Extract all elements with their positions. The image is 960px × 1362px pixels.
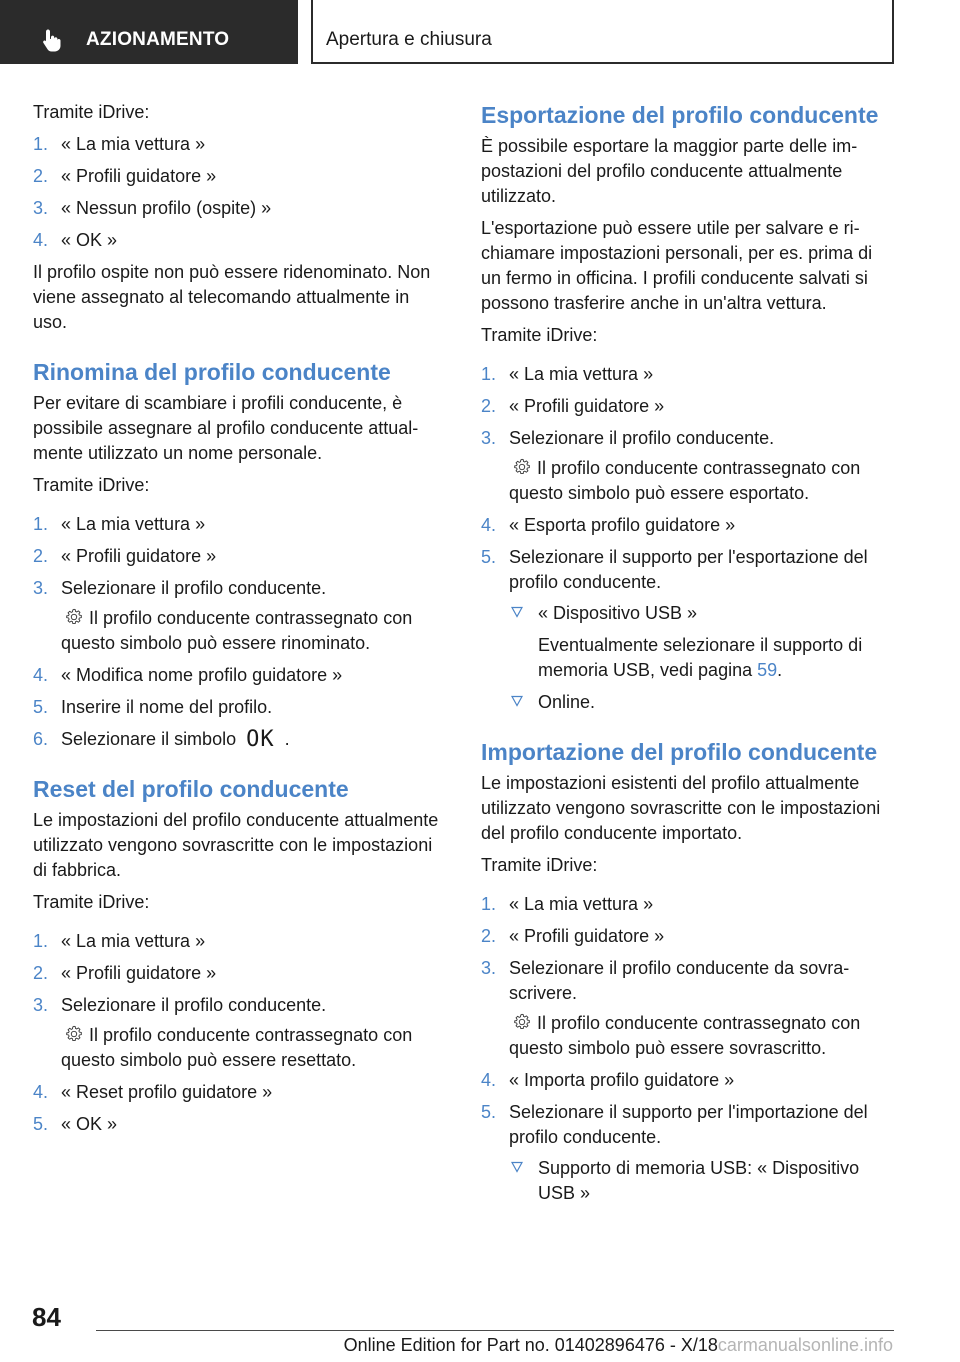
section-tab: [0, 0, 298, 64]
list-item: [481, 545, 893, 715]
gear-icon: [513, 458, 531, 476]
list-item: [33, 576, 443, 656]
page-number: 84: [32, 1302, 61, 1332]
import-heading: Importazione del profilo conducente: [481, 739, 878, 765]
note-text: Il profilo conducente contrassegnato con questo simbolo può essere rinominato.: [61, 608, 413, 653]
step-text: Selezionare il supporto per l'esportazione del profilo conducente.: [509, 547, 868, 592]
step-text: Selezionare il profilo conducente.: [61, 578, 327, 598]
import-options: [509, 1156, 893, 1206]
step-number: 4.: [481, 1070, 497, 1090]
step-number: 3.: [33, 198, 49, 218]
left-column: [33, 100, 443, 1144]
export-steps: [481, 362, 893, 715]
step-number: 4.: [33, 1082, 49, 1102]
list-item: [481, 892, 893, 917]
step-number: 2.: [33, 546, 49, 566]
step-text: « OK »: [61, 1114, 118, 1134]
step-text: « La mia vettura »: [509, 894, 654, 914]
rename-body: Per evitare di scambiare i profili conducente, è possibile assegnare al profilo conducente attualmente utilizzato un nome personale.: [33, 393, 419, 463]
list-item: [481, 1068, 893, 1093]
guest-note: Il profilo ospite non può essere ridenominato. Non viene assegnato al telecomando attualmente in uso.: [33, 262, 431, 332]
reset-body: Le impostazioni del profilo conducente attualmente utilizzato vengono sovrascritte con le impostazioni di fabbrica.: [33, 810, 439, 880]
detail-after: .: [777, 660, 783, 680]
reset-steps: [33, 929, 443, 1137]
gear-icon: [65, 608, 83, 626]
step-text: « Profili guidatore »: [509, 396, 665, 416]
note-text: Il profilo conducente contrassegnato con questo simbolo può essere esportato.: [509, 458, 861, 503]
right-column: [481, 100, 893, 1213]
import-via: Tramite iDrive:: [481, 855, 598, 875]
sub-item-text: « Dispositivo USB »: [538, 603, 698, 623]
list-item: [481, 1100, 893, 1206]
step-number: 3.: [33, 995, 49, 1015]
footer-edition: [344, 1335, 893, 1356]
step-text: « La mia vettura »: [509, 364, 654, 384]
step-number: 3.: [33, 578, 49, 598]
note-text: Il profilo conducente contrassegnato con questo simbolo può essere sovrascritto.: [509, 1013, 861, 1058]
rename-steps: [33, 512, 443, 752]
step-number: 5.: [33, 1114, 49, 1134]
step-text: « La mia vettura »: [61, 134, 206, 154]
list-item: [33, 164, 443, 189]
triangle-bullet-icon: [511, 606, 523, 618]
sub-list-item: [509, 1156, 893, 1206]
step-text: Selezionare il simbolo: [61, 729, 237, 749]
list-item: [33, 512, 443, 537]
step-note: [61, 1023, 443, 1073]
triangle-bullet-icon: [511, 695, 523, 707]
step-number: 4.: [481, 515, 497, 535]
step-text: « La mia vettura »: [61, 931, 206, 951]
list-item: [33, 993, 443, 1073]
list-item: [481, 426, 893, 506]
list-item: [33, 228, 443, 253]
step-text: « Importa profilo guidatore »: [509, 1070, 735, 1090]
step-number: 5.: [481, 1102, 497, 1122]
note-text: Il profilo conducente contrassegnato con questo simbolo può essere resettato.: [61, 1025, 413, 1070]
step-text: « Profili guidatore »: [61, 166, 217, 186]
step-number: 2.: [481, 926, 497, 946]
chapter-label: Apertura e chiusura: [326, 29, 492, 50]
import-steps: [481, 892, 893, 1206]
step-number: 4.: [33, 665, 49, 685]
list-item: [33, 1080, 443, 1105]
list-item: [33, 695, 443, 720]
list-item: [33, 929, 443, 954]
export-heading: Esportazione del profilo conducente: [481, 102, 879, 128]
watermark-text: carmanualsonline.info: [717, 1335, 893, 1355]
step-text: « Profili guidatore »: [509, 926, 665, 946]
gear-icon: [65, 1025, 83, 1043]
ok-symbol: OK: [246, 727, 275, 752]
list-item: [33, 544, 443, 569]
step-number: 1.: [33, 134, 49, 154]
step-text: « Profili guidatore »: [61, 963, 217, 983]
step-number: 3.: [481, 428, 497, 448]
triangle-bullet-icon: [511, 1161, 523, 1173]
list-item: [33, 961, 443, 986]
step-number: 1.: [481, 364, 497, 384]
step-text: « Nessun profilo (ospite) »: [61, 198, 272, 218]
step-text: « La mia vettura »: [61, 514, 206, 534]
list-item: [481, 394, 893, 419]
step-text: « Reset profilo guidatore »: [61, 1082, 273, 1102]
step-number: 1.: [481, 894, 497, 914]
section-label: AZIONAMENTO: [86, 29, 230, 50]
reset-via: Tramite iDrive:: [33, 892, 150, 912]
detail-text: Eventualmente selezionare il supporto di memoria USB, vedi pagina: [538, 635, 863, 680]
page-link[interactable]: 59: [757, 660, 778, 680]
sub-list-item: [509, 690, 893, 715]
step-text: Selezionare il supporto per l'importazione del profilo conducente.: [509, 1102, 868, 1147]
sub-item-text: Supporto di memoria USB: « Dispositivo USB »: [538, 1158, 860, 1203]
export-options: [509, 601, 893, 715]
sub-list-item: [509, 601, 893, 683]
step-number: 6.: [33, 729, 49, 749]
intro-via: Tramite iDrive:: [33, 102, 150, 122]
step-number: 3.: [481, 958, 497, 978]
step-note: [509, 456, 893, 506]
list-item: [33, 1112, 443, 1137]
step-text: « Modifica nome profilo guidatore »: [61, 665, 343, 685]
footer-divider: [96, 1330, 894, 1331]
step-number: 2.: [481, 396, 497, 416]
step-text: « Esporta profilo guidatore »: [509, 515, 736, 535]
step-text: « OK »: [61, 230, 118, 250]
step-number: 1.: [33, 514, 49, 534]
list-item: [33, 196, 443, 221]
list-item: [33, 663, 443, 688]
list-item: [481, 924, 893, 949]
reset-heading: Reset del profilo conducente: [33, 776, 349, 802]
edition-text: Online Edition for Part no. 01402896476 - X/18: [343, 1335, 718, 1355]
rename-via: Tramite iDrive:: [33, 475, 150, 495]
sub-item-text: Online.: [538, 692, 596, 712]
sub-item-detail: [538, 633, 893, 683]
step-text: Selezionare il profilo conducente.: [61, 995, 327, 1015]
step-text: Selezionare il profilo conducente.: [509, 428, 775, 448]
page-header: [0, 0, 960, 66]
chapter-tab: [311, 0, 894, 64]
export-body-1: È possibile esportare la maggior parte delle impostazioni del profilo conducente attualmente utilizzato.: [481, 136, 858, 206]
list-item: [481, 362, 893, 387]
step-number: 5.: [33, 697, 49, 717]
export-body-2: L'esportazione può essere utile per salvare e richiamare impostazioni personali, per es. prima di un fermo in officina. I profili conducente salvati si possono trasferire anche in un'altra vettura.: [481, 218, 873, 313]
guest-steps: [33, 132, 443, 253]
hand-pointer-icon: [42, 28, 64, 52]
rename-heading: Rinomina del profilo conducente: [33, 359, 391, 385]
step-text: Inserire il nome del profilo.: [61, 697, 273, 717]
step-text: Selezionare il profilo conducente da sovrascrivere.: [509, 958, 850, 1003]
step-number: 5.: [481, 547, 497, 567]
export-via: Tramite iDrive:: [481, 325, 598, 345]
list-item: [33, 727, 443, 752]
import-body: Le impostazioni esistenti del profilo attualmente utilizzato vengono sovrascritte con le impostazioni del profilo conducente importato.: [481, 773, 881, 843]
step-number: 4.: [33, 230, 49, 250]
step-text-after: .: [284, 729, 290, 749]
step-note: [61, 606, 443, 656]
step-text: « Profili guidatore »: [61, 546, 217, 566]
step-number: 2.: [33, 963, 49, 983]
list-item: [481, 513, 893, 538]
list-item: [33, 132, 443, 157]
step-number: 1.: [33, 931, 49, 951]
gear-icon: [513, 1013, 531, 1031]
step-note: [509, 1011, 893, 1061]
list-item: [481, 956, 893, 1061]
step-number: 2.: [33, 166, 49, 186]
